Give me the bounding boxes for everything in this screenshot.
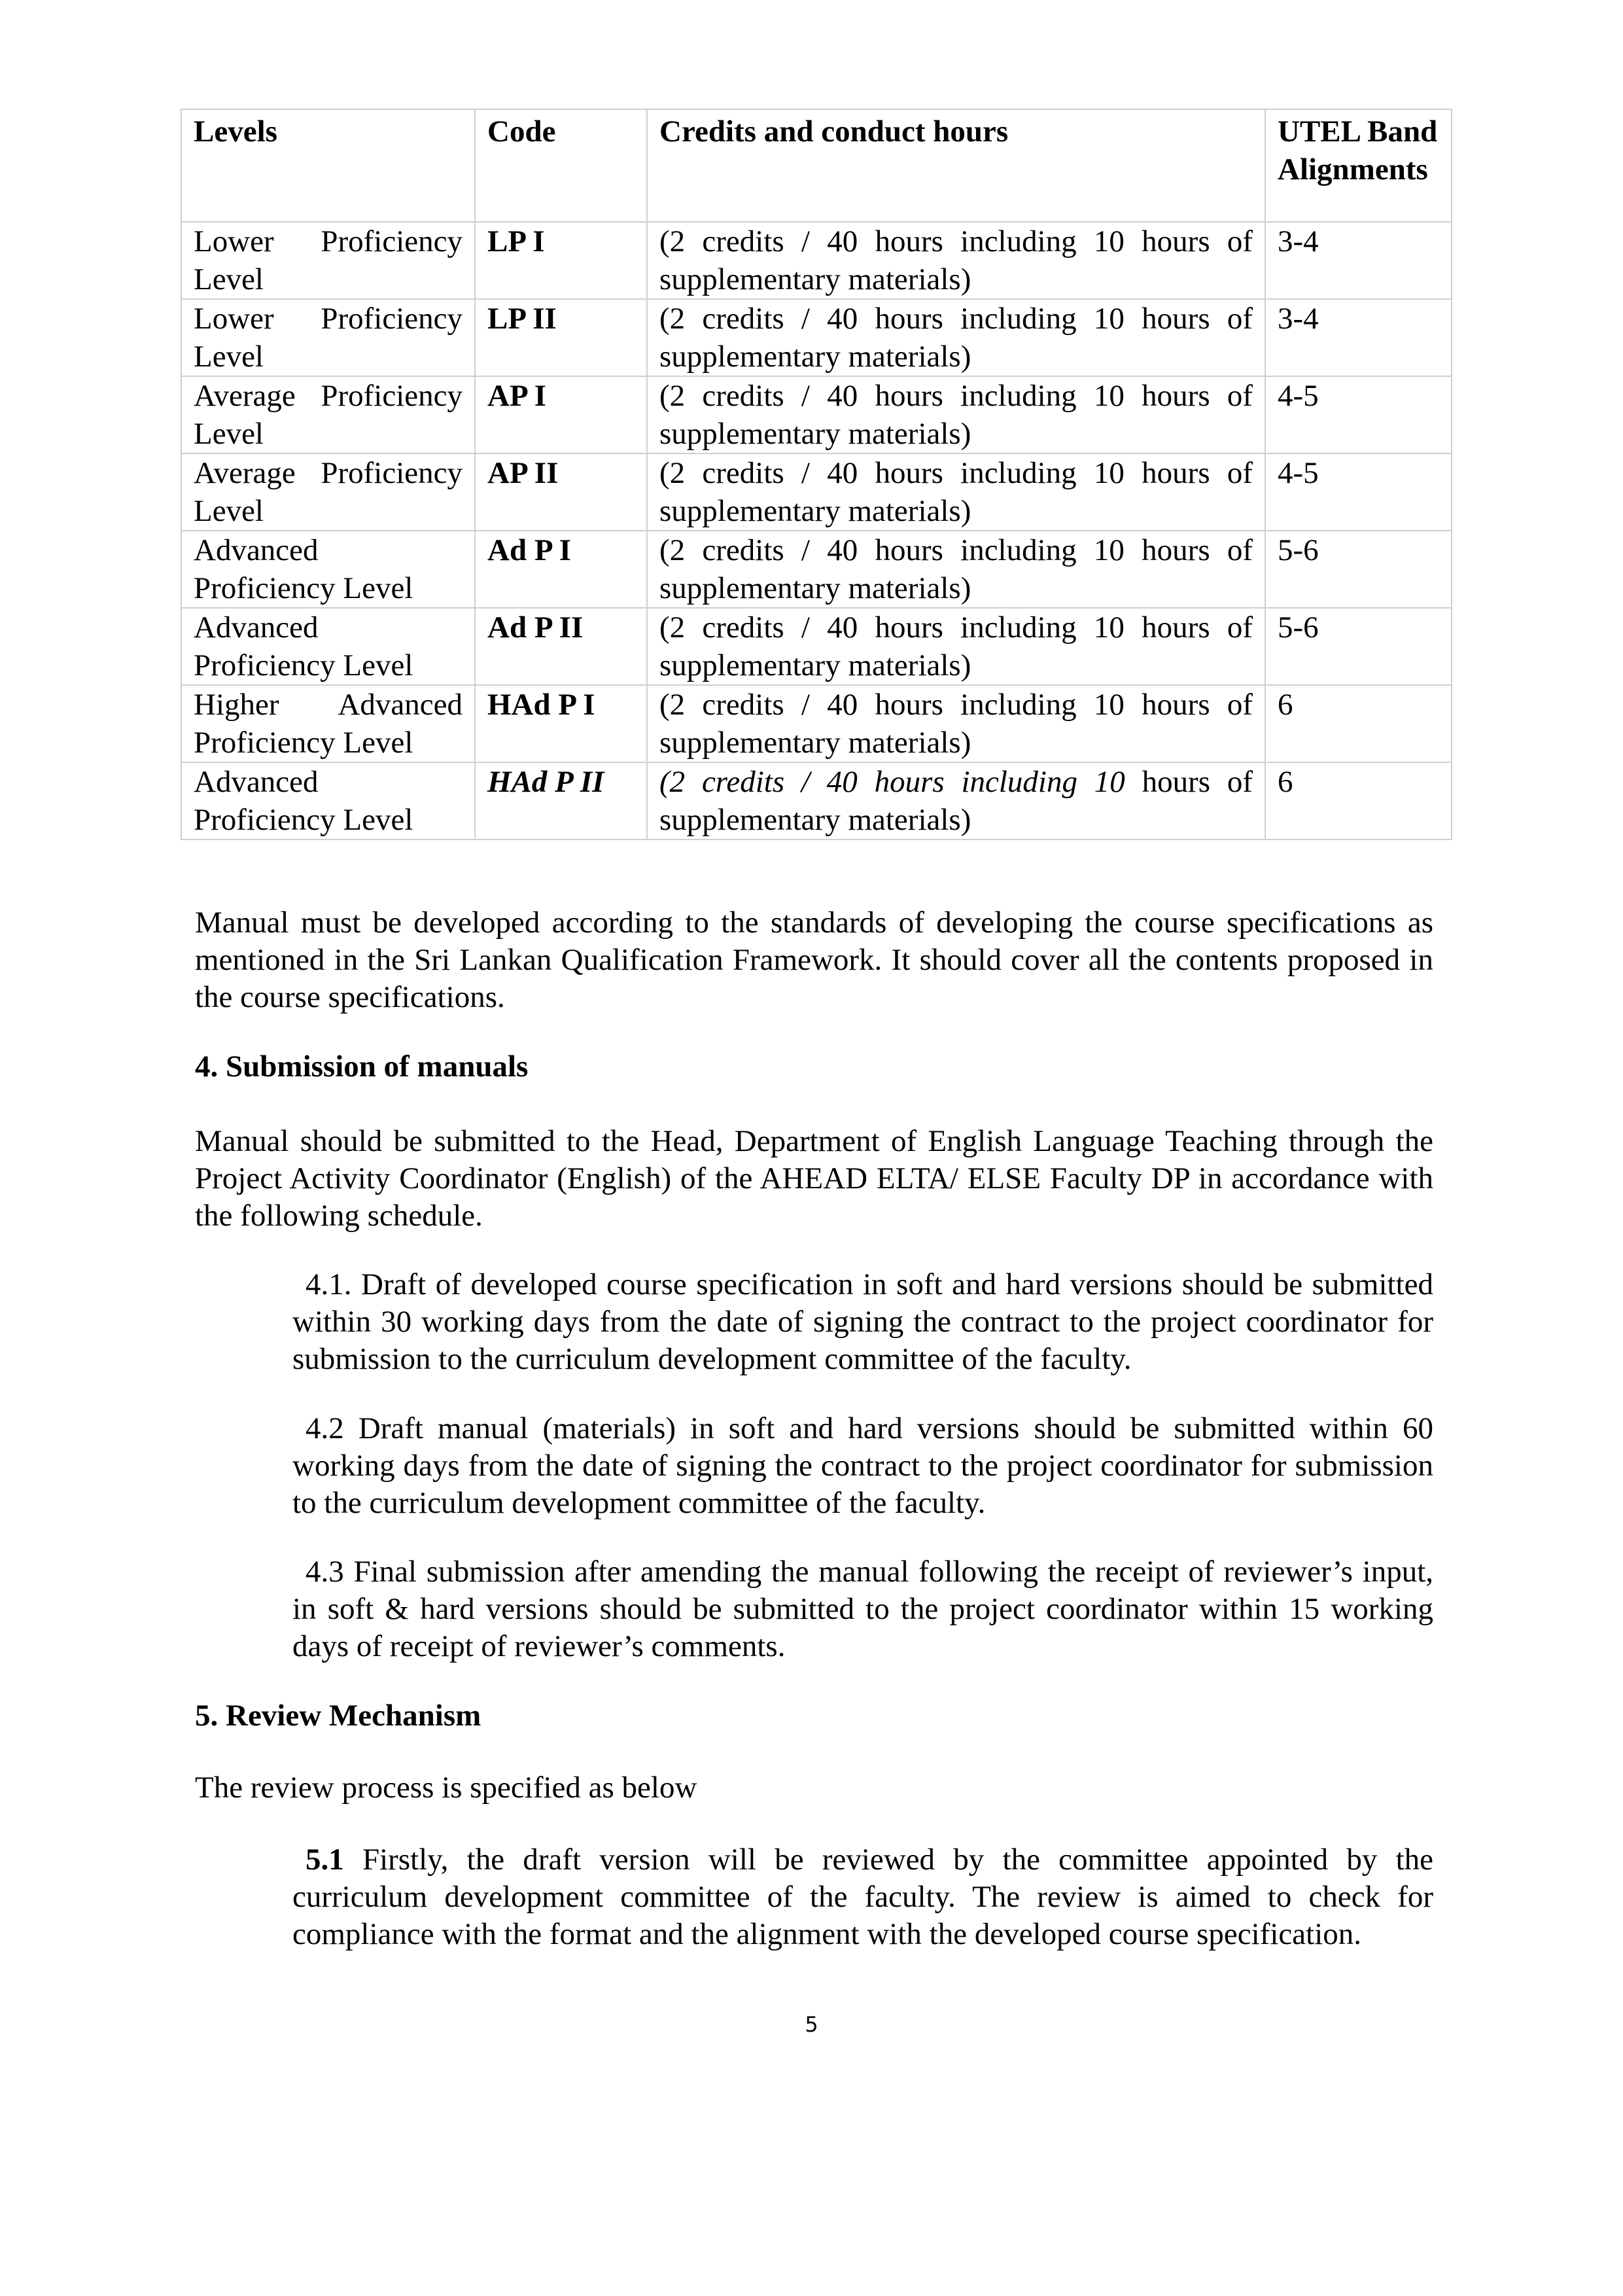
credits-cell: (2 credits / 40 hours including 10 hours of supplementary materials) bbox=[647, 453, 1265, 531]
table-row bbox=[181, 608, 1452, 685]
code-cell: AP II bbox=[475, 453, 647, 531]
section-5-item-1 bbox=[292, 1841, 1433, 1953]
level-cell: Lower Proficiency Level bbox=[181, 222, 475, 299]
header-levels: Levels bbox=[181, 109, 475, 222]
band-cell: 5-6 bbox=[1265, 608, 1452, 685]
table-row bbox=[181, 762, 1452, 839]
intro-paragraph: Manual must be developed according to the standards of developing the course specifications as mentioned in the Sri Lankan Qualification Framework. It should cover all the contents proposed in the course specifications. bbox=[195, 906, 1433, 1014]
credits-cell: (2 credits / 40 hours including 10 hours of supplementary materials) bbox=[647, 299, 1265, 376]
level-cell: Higher Advanced Proficiency Level bbox=[181, 685, 475, 762]
section-4-item-2: 4.2 Draft manual (materials) in soft and hard versions should be submitted within 60 working days from the date of signing the contract to the project coordinator for submission to the curriculum development committee of the faculty. bbox=[292, 1411, 1433, 1520]
section-4-item-1: 4.1. Draft of developed course specification in soft and hard versions should be submitted within 30 working days from the date of signing the contract to the project coordinator for submission to the curriculum development committee of the faculty. bbox=[292, 1267, 1433, 1376]
band-cell: 4-5 bbox=[1265, 376, 1452, 453]
section-5-paragraph: The review process is specified as below bbox=[195, 1771, 697, 1805]
code-cell: Ad P I bbox=[475, 531, 647, 608]
code-cell: HAd P II bbox=[475, 762, 647, 839]
header-utel-band: UTEL Band Alignments bbox=[1265, 109, 1452, 222]
level-cell: Advanced Proficiency Level bbox=[181, 608, 475, 685]
band-cell: 3-4 bbox=[1265, 299, 1452, 376]
band-cell: 5-6 bbox=[1265, 531, 1452, 608]
band-cell: 6 bbox=[1265, 762, 1452, 839]
credits-cell: (2 credits / 40 hours including 10 hours of supplementary materials) bbox=[647, 222, 1265, 299]
table-row bbox=[181, 685, 1452, 762]
level-cell: Average Proficiency Level bbox=[181, 453, 475, 531]
level-cell: Lower Proficiency Level bbox=[181, 299, 475, 376]
table-row bbox=[181, 299, 1452, 376]
section-4-paragraph: Manual should be submitted to the Head, Department of English Language Teaching through the Project Activity Coordinator (English) of the AHEAD ELTA/ ELSE Faculty DP in accordance with the following schedule. bbox=[195, 1124, 1433, 1233]
section-4-item-3: 4.3 Final submission after amending the manual following the receipt of reviewer’s input, in soft & hard versions should be submitted to the project coordinator within 15 working days of receipt of reviewer’s comments. bbox=[292, 1555, 1433, 1663]
band-cell: 3-4 bbox=[1265, 222, 1452, 299]
credits-cell bbox=[647, 762, 1265, 839]
table-row bbox=[181, 453, 1452, 531]
credits-rest-part: hours of supplementary materials) bbox=[659, 765, 1253, 837]
level-cell: Advanced Proficiency Level bbox=[181, 762, 475, 839]
code-cell: AP I bbox=[475, 376, 647, 453]
credits-cell: (2 credits / 40 hours including 10 hours of supplementary materials) bbox=[647, 685, 1265, 762]
code-cell: Ad P II bbox=[475, 608, 647, 685]
header-credits: Credits and conduct hours bbox=[647, 109, 1265, 222]
credits-cell: (2 credits / 40 hours including 10 hours of supplementary materials) bbox=[647, 531, 1265, 608]
band-cell: 6 bbox=[1265, 685, 1452, 762]
code-cell: LP I bbox=[475, 222, 647, 299]
section-4-heading: 4. Submission of manuals bbox=[195, 1050, 529, 1084]
section-5-heading: 5. Review Mechanism bbox=[195, 1699, 481, 1733]
section-5-item-text: Firstly, the draft version will be reviewed by the committee appointed by the curriculum development committee of the faculty. The review is aimed to check for compliance with the format and the alignment with the developed course specification. bbox=[292, 1843, 1433, 1951]
table-header-row bbox=[181, 109, 1452, 222]
credits-italic-part: (2 credits / 40 hours including 10 bbox=[659, 765, 1125, 799]
band-cell: 4-5 bbox=[1265, 453, 1452, 531]
level-cell: Advanced Proficiency Level bbox=[181, 531, 475, 608]
credits-cell: (2 credits / 40 hours including 10 hours of supplementary materials) bbox=[647, 608, 1265, 685]
section-5-item-number: 5.1 bbox=[305, 1843, 344, 1877]
code-cell: HAd P I bbox=[475, 685, 647, 762]
proficiency-levels-table bbox=[181, 109, 1452, 840]
code-cell: LP II bbox=[475, 299, 647, 376]
credits-cell: (2 credits / 40 hours including 10 hours of supplementary materials) bbox=[647, 376, 1265, 453]
level-cell: Average Proficiency Level bbox=[181, 376, 475, 453]
page-number: 5 bbox=[805, 2012, 818, 2037]
table-row bbox=[181, 222, 1452, 299]
table-row bbox=[181, 376, 1452, 453]
table-row bbox=[181, 531, 1452, 608]
header-code: Code bbox=[475, 109, 647, 222]
